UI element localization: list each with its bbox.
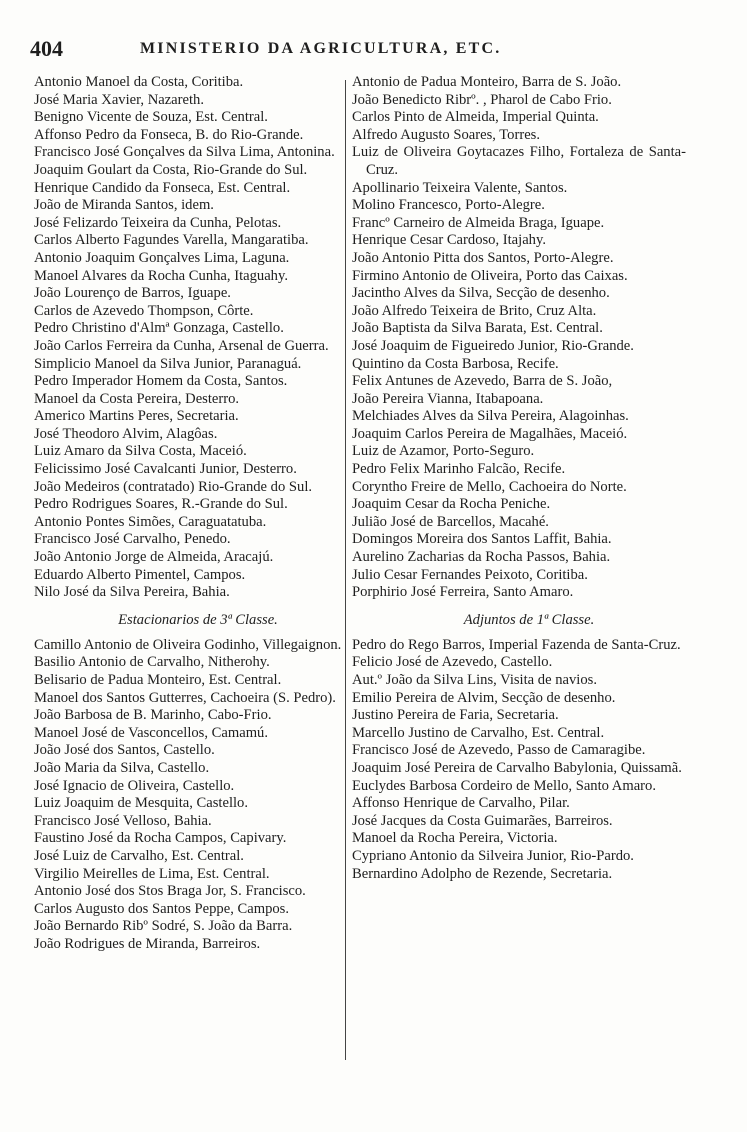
list-item: Joaquim Cesar da Rocha Peniche. [352,496,551,513]
list-item: Benigno Vicente de Souza, Est. Central. [34,109,268,126]
list-item: Justino Pereira de Faria, Secretaria. [352,707,559,724]
list-item: Pedro do Rego Barros, Imperial Fazenda de Santa-Cruz. [352,636,681,653]
list-item: Carlos Augusto dos Santos Peppe, Campos. [34,900,289,917]
list-item: João Antonio Jorge de Almeida, Aracajú. [34,549,274,566]
list-item: Antonio de Padua Monteiro, Barra de S. João. [352,74,622,90]
list-item: Manoel da Rocha Pereira, Victoria. [352,830,558,847]
list-item: Apollinario Teixeira Valente, Santos. [352,179,568,196]
list-item: Cypriano Antonio da Silveira Junior, Rio-Pardo. [352,847,634,864]
left-column [34,74,352,954]
section-heading: Adjuntos de 1ª Classe. [463,611,595,628]
list-item: Simplicio Manoel da Silva Junior, Paranaguá. [34,355,302,372]
list-item: Joaquim Goulart da Costa, Rio-Grande do Sul. [34,161,308,178]
list-item: Antonio Pontes Simões, Caraguatatuba. [34,513,267,530]
list-item: João Bernardo Ribº Sodré, S. João da Barra. [34,918,293,935]
list-item: Coryntho Freire de Mello, Cachoeira do Norte. [352,478,627,495]
list-item: Melchiades Alves da Silva Pereira, Alagoinhas. [352,408,629,425]
list-item: João Maria da Silva, Castello. [34,759,210,776]
list-item: Affonso Pedro da Fonseca, B. do Rio-Grande. [34,126,304,143]
list-item: José Jacques da Costa Guimarães, Barreiros. [352,812,613,829]
list-item: Joaquim Carlos Pereira de Magalhães, Maceió. [352,425,628,442]
list-item: Luiz de Azamor, Porto-Seguro. [352,443,535,460]
list-item: Pedro Rodrigues Soares, R.-Grande do Sul. [34,496,288,513]
list-item: José Joaquim de Figueiredo Junior, Rio-Grande. [352,337,634,354]
right-section-list [352,637,686,883]
list-item: José Theodoro Alvim, Alagôas. [34,425,218,442]
left-section-list [34,637,352,954]
list-item: Felicissimo José Cavalcanti Junior, Desterro. [34,461,297,478]
list-item: Luiz Amaro da Silva Costa, Maceió. [34,443,247,460]
list-item: Felicio José de Azevedo, Castello. [352,654,553,671]
list-item: José Ignacio de Oliveira, Castello. [34,777,235,794]
list-item: João Barbosa de B. Marinho, Cabo-Frio. [34,707,272,724]
running-title: MINISTERIO DA AGRICULTURA, ETC. [140,40,502,57]
page-number: 404 [30,36,63,61]
page-header [30,36,720,66]
list-item: Pedro Felix Marinho Falcão, Recife. [352,461,566,478]
list-item: Julio Cesar Fernandes Peixoto, Coritiba. [352,566,588,583]
list-item: Affonso Henrique de Carvalho, Pilar. [352,795,570,812]
list-item: Pedro Christino d'Almª Gonzaga, Castello. [34,320,284,337]
list-item: João José dos Santos, Castello. [34,742,215,759]
list-item: Henrique Candido da Fonseca, Est. Central. [34,179,291,196]
list-item: Manoel dos Santos Gutterres, Cachoeira (S. Pedro). [34,689,336,706]
list-item: João Medeiros (contratado) Rio-Grande do Sul. [34,478,313,495]
left-entry-list [34,74,352,602]
list-item: Carlos de Azevedo Thompson, Côrte. [34,302,254,319]
list-item: Francisco José Velloso, Bahia. [34,812,212,829]
list-item: Firmino Antonio de Oliveira, Porto das Caixas. [352,267,628,284]
list-item: Luiz Joaquim de Mesquita, Castello. [34,795,249,812]
list-item: Camillo Antonio de Oliveira Godinho, Villegaignon. [34,636,342,653]
list-item: João Antonio Pitta dos Santos, Porto-Alegre. [352,249,614,266]
list-item: João Baptista da Silva Barata, Est. Central. [352,320,603,337]
right-column [352,74,686,883]
list-item: Carlos Pinto de Almeida, Imperial Quinta. [352,109,599,126]
list-item: João Pereira Vianna, Itabapoana. [352,390,544,407]
list-item: João Carlos Ferreira da Cunha, Arsenal de Guerra. [34,337,329,354]
list-item: Carlos Alberto Fagundes Varella, Mangaratiba. [34,232,309,249]
list-item: Francº Carneiro de Almeida Braga, Iguape. [352,214,605,231]
list-item: Manoel José de Vasconcellos, Camamú. [34,724,268,741]
right-entry-list [352,74,686,602]
list-item: Luiz de Oliveira Goytacazes Filho, Fortaleza de Santa-Cruz. [352,144,686,178]
list-item: Manoel da Costa Pereira, Desterro. [34,390,240,407]
list-item: Domingos Moreira dos Santos Laffit, Bahia. [352,531,612,548]
list-item: José Maria Xavier, Nazareth. [34,91,205,108]
section-heading: Estacionarios de 3ª Classe. [118,611,278,628]
list-item: Aurelino Zacharias da Rocha Passos, Bahia. [352,549,611,566]
list-item: Nilo José da Silva Pereira, Bahia. [34,584,230,601]
list-item: Felix Antunes de Azevedo, Barra de S. João, [352,373,613,390]
list-item: Emilio Pereira de Alvim, Secção de desenho. [352,689,616,706]
list-item: Euclydes Barbosa Cordeiro de Mello, Santo Amaro. [352,777,656,794]
list-item: João de Miranda Santos, idem. [34,197,214,214]
list-item: Americo Martins Peres, Secretaria. [34,408,239,425]
list-item: Virgilio Meirelles de Lima, Est. Central. [34,865,270,882]
list-item: Francisco José Gonçalves da Silva Lima, Antonina. [34,144,335,161]
list-item: Antonio Manoel da Costa, Coritiba. [34,74,244,90]
list-item: João Benedicto Ribrº. , Pharol de Cabo Frio. [352,91,612,108]
list-item: Antonio Joaquim Gonçalves Lima, Laguna. [34,249,290,266]
list-item: Molino Francesco, Porto-Alegre. [352,197,545,214]
list-item: Manoel Alvares da Rocha Cunha, Itaguahy. [34,267,288,284]
list-item: José Felizardo Teixeira da Cunha, Pelotas. [34,214,282,231]
list-item: Jacintho Alves da Silva, Secção de desenho. [352,285,610,302]
list-item: Pedro Imperador Homem da Costa, Santos. [34,373,288,390]
list-item: João Alfredo Teixeira de Brito, Cruz Alta. [352,302,597,319]
list-item: Quintino da Costa Barbosa, Recife. [352,355,559,372]
list-item: Antonio José dos Stos Braga Jor, S. Francisco. [34,883,306,900]
list-item: Francisco José Carvalho, Penedo. [34,531,231,548]
list-item: Eduardo Alberto Pimentel, Campos. [34,566,246,583]
list-item: Aut.º João da Silva Lins, Visita de navios. [352,672,597,688]
list-item: José Luiz de Carvalho, Est. Central. [34,847,244,864]
list-item: Marcello Justino de Carvalho, Est. Central. [352,724,605,741]
list-item: João Lourenço de Barros, Iguape. [34,285,231,302]
list-item: Porphirio José Ferreira, Santo Amaro. [352,584,574,601]
list-item: Basilio Antonio de Carvalho, Nitherohy. [34,654,270,671]
list-item: João Rodrigues de Miranda, Barreiros. [34,935,261,952]
list-item: Julião José de Barcellos, Macahé. [352,513,549,530]
list-item: Francisco José de Azevedo, Passo de Camaragibe. [352,742,646,759]
list-item: Faustino José da Rocha Campos, Capivary. [34,830,287,847]
list-item: Belisario de Padua Monteiro, Est. Central. [34,672,282,688]
list-item: Henrique Cesar Cardoso, Itajahy. [352,232,546,249]
list-item: Bernardino Adolpho de Rezende, Secretaria. [352,865,613,882]
list-item: Alfredo Augusto Soares, Torres. [352,126,540,143]
list-item: Joaquim José Pereira de Carvalho Babylonia, Quissamã. [352,759,682,776]
